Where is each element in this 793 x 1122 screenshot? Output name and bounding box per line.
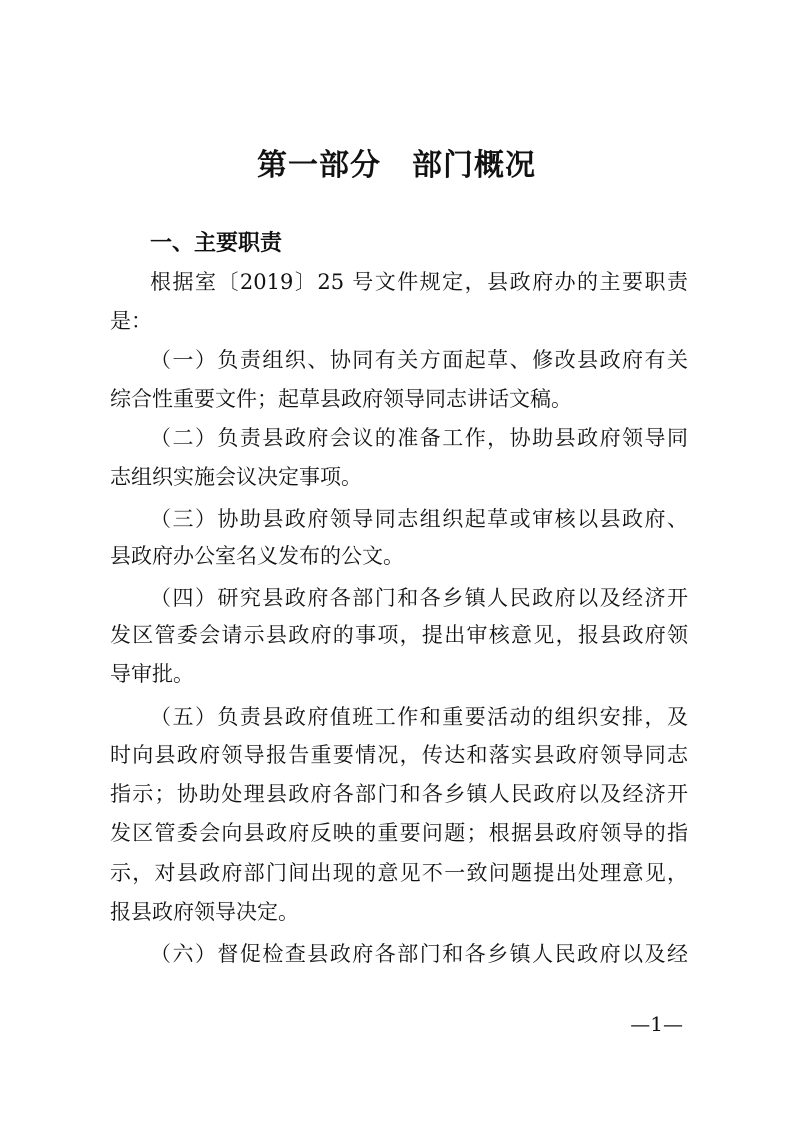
page-number: —1— bbox=[630, 1012, 683, 1036]
paragraph-line: 指示；协助处理县政府各部门和各乡镇人民政府以及经济开 bbox=[110, 782, 688, 806]
paragraph-line: （四）研究县政府各部门和各乡镇人民政府以及经济开 bbox=[150, 586, 688, 610]
paragraph-line: （二）负责县政府会议的准备工作，协助县政府领导同 bbox=[150, 426, 688, 450]
page-title: 第一部分 部门概况 bbox=[257, 148, 536, 183]
paragraph-line: 时向县政府领导报告重要情况，传达和落实县政府领导同志 bbox=[110, 743, 688, 767]
paragraph-line: 志组织实施会议决定事项。 bbox=[110, 465, 362, 489]
paragraph-line: 报县政府领导决定。 bbox=[110, 900, 299, 924]
paragraph-line: （一）负责组织、协同有关方面起草、修改县政府有关 bbox=[150, 348, 688, 372]
paragraph-line: 综合性重要文件；起草县政府领导同志讲话文稿。 bbox=[110, 387, 572, 411]
paragraph-line: 是： bbox=[110, 309, 152, 333]
paragraph-line: （五）负责县政府值班工作和重要活动的组织安排，及 bbox=[150, 705, 688, 729]
paragraph-line: 根据室〔2019〕25 号文件规定，县政府办的主要职责 bbox=[150, 270, 688, 294]
paragraph-line: 发区管委会请示县政府的事项，提出审核意见，报县政府领 bbox=[110, 623, 688, 647]
paragraph-line: 示，对县政府部门间出现的意见不一致问题提出处理意见， bbox=[110, 861, 688, 885]
paragraph-line: （六）督促检查县政府各部门和各乡镇人民政府以及经 bbox=[150, 942, 688, 966]
paragraph-line: 县政府办公室名义发布的公文。 bbox=[110, 544, 404, 568]
paragraph-line: 导审批。 bbox=[110, 662, 194, 686]
paragraph-line: 发区管委会向县政府反映的重要问题；根据县政府领导的指 bbox=[110, 821, 688, 845]
section-heading: 一、主要职责 bbox=[150, 231, 283, 256]
paragraph-line: （三）协助县政府领导同志组织起草或审核以县政府、 bbox=[150, 507, 688, 531]
